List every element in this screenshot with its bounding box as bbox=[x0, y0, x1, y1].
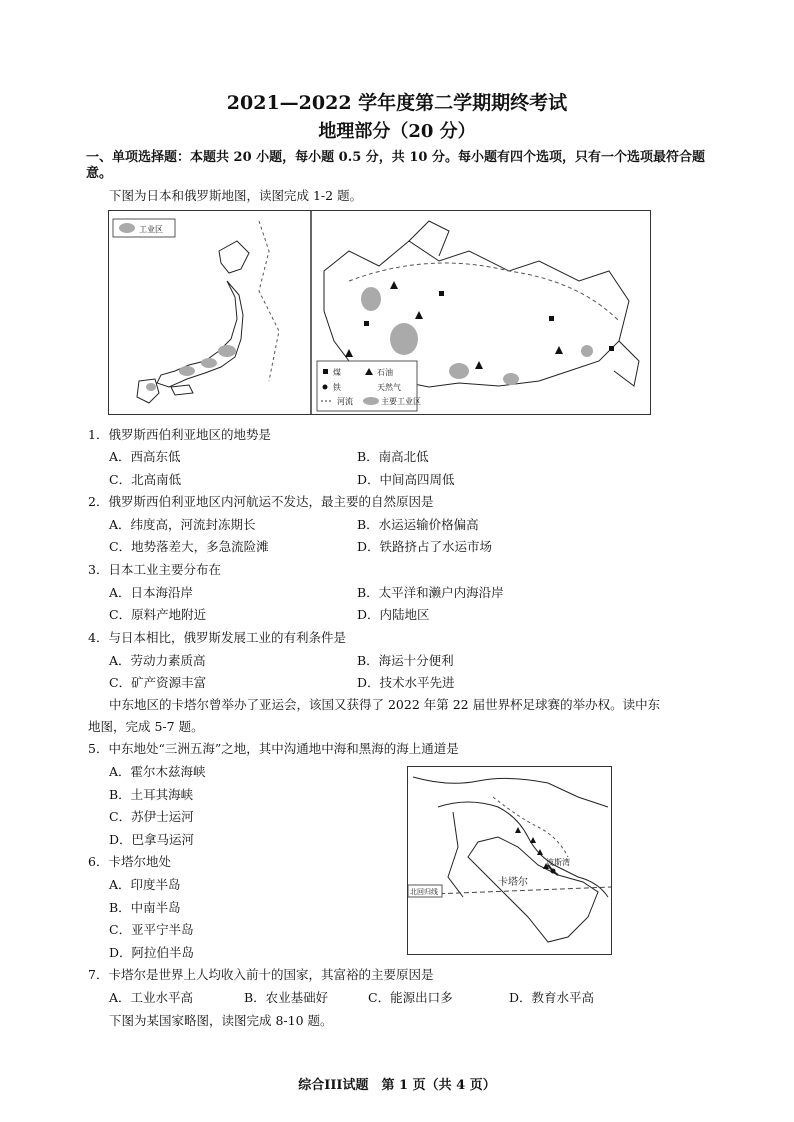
page-footer: 综合III试题 第 1 页（共 4 页） bbox=[298, 1078, 496, 1093]
q2-option-a[interactable]: A．纬度高，河流封冻期长 bbox=[109, 517, 256, 532]
q2-option-c[interactable]: C．地势落差大，多急流险滩 bbox=[109, 539, 269, 554]
q1-option-b[interactable]: B．南高北低 bbox=[357, 449, 429, 464]
q3-option-b[interactable]: B．太平洋和濑户内海沿岸 bbox=[357, 585, 504, 600]
intro-5-7-line2: 地图，完成 5-7 题。 bbox=[88, 719, 204, 734]
q6-stem: 6．卡塔尔地处 bbox=[88, 854, 171, 869]
label-gulf: 波斯湾 bbox=[546, 858, 570, 867]
q4-option-b[interactable]: B．海运十分便利 bbox=[357, 653, 454, 668]
q7-option-a[interactable]: A．工业水平高 bbox=[109, 990, 194, 1005]
intro-8-10: 下图为某国家略图，读图完成 8-10 题。 bbox=[109, 1013, 333, 1028]
q3-option-d[interactable]: D．内陆地区 bbox=[357, 607, 430, 622]
q6-option-b[interactable]: B．中南半岛 bbox=[109, 900, 181, 915]
q6-option-d[interactable]: D．阿拉伯半岛 bbox=[109, 945, 195, 960]
q5-option-c[interactable]: C．苏伊士运河 bbox=[109, 809, 194, 824]
q4-option-a[interactable]: A．劳动力素质高 bbox=[109, 653, 206, 668]
middle-east-drawing bbox=[408, 767, 611, 954]
q4-stem: 4．与日本相比，俄罗斯发展工业的有利条件是 bbox=[88, 630, 346, 645]
q1-option-a[interactable]: A．西高东低 bbox=[109, 449, 181, 464]
legend-coal: 煤 bbox=[333, 368, 341, 377]
q2-option-b[interactable]: B．水运运输价格偏高 bbox=[357, 517, 479, 532]
exam-title: 2021—2022 学年度第二学期期终考试 bbox=[226, 92, 568, 114]
q5-stem: 5．中东地处“三洲五海”之地，其中沟通地中海和黑海的海上通道是 bbox=[88, 741, 459, 756]
q4-option-d[interactable]: D．技术水平先进 bbox=[357, 675, 455, 690]
q1-stem: 1．俄罗斯西伯利亚地区的地势是 bbox=[88, 427, 271, 442]
q5-option-a[interactable]: A．霍尔木兹海峡 bbox=[109, 764, 206, 779]
q3-stem: 3．日本工业主要分布在 bbox=[88, 562, 221, 577]
q3-option-c[interactable]: C．原料产地附近 bbox=[109, 607, 207, 622]
q6-option-c[interactable]: C．亚平宁半岛 bbox=[109, 922, 194, 937]
intro-1-2: 下图为日本和俄罗斯地图，读图完成 1-2 题。 bbox=[109, 188, 363, 203]
q6-option-a[interactable]: A．印度半岛 bbox=[109, 877, 181, 892]
q1-option-d[interactable]: D．中间高四周低 bbox=[357, 472, 455, 487]
exam-subtitle: 地理部分（20 分） bbox=[318, 121, 476, 142]
legend-gas: 天然气 bbox=[377, 383, 401, 392]
q1-option-c[interactable]: C．北高南低 bbox=[109, 472, 182, 487]
q4-option-c[interactable]: C．矿产资源丰富 bbox=[109, 675, 207, 690]
q7-stem: 7．卡塔尔是世界上人均收入前十的国家，其富裕的主要原因是 bbox=[88, 967, 434, 982]
legend-industry: 主要工业区 bbox=[381, 397, 421, 406]
q7-option-b[interactable]: B．农业基础好 bbox=[244, 990, 329, 1005]
legend-river: 河流 bbox=[337, 397, 353, 406]
q5-option-d[interactable]: D．巴拿马运河 bbox=[109, 832, 195, 847]
japan-russia-map bbox=[108, 210, 651, 415]
japan-legend-label: 工业区 bbox=[139, 225, 163, 234]
intro-5-7-line1: 中东地区的卡塔尔曾举办了亚运会，该国又获得了 2022 年第 22 届世界杯足球赛的举办权。读中东 bbox=[109, 697, 661, 712]
q2-option-d[interactable]: D．铁路挤占了水运市场 bbox=[357, 539, 493, 554]
q7-option-d[interactable]: D．教育水平高 bbox=[509, 990, 595, 1005]
q2-stem: 2．俄罗斯西伯利亚地区内河航运不发达，最主要的自然原因是 bbox=[88, 494, 434, 509]
section-heading: 一、单项选择题：本题共 20 小题，每小题 0.5 分，共 10 分。每小题有四个选项，只有一个选项最符合题意。 bbox=[86, 150, 705, 181]
q5-option-b[interactable]: B．土耳其海峡 bbox=[109, 787, 194, 802]
q7-option-c[interactable]: C．能源出口多 bbox=[368, 990, 453, 1005]
legend-iron: 铁 bbox=[333, 383, 341, 392]
label-tropic: 北回归线 bbox=[410, 888, 438, 896]
q3-option-a[interactable]: A．日本海沿岸 bbox=[109, 585, 194, 600]
label-qatar: 卡塔尔 bbox=[498, 877, 528, 888]
legend-oil: 石油 bbox=[377, 368, 393, 377]
middle-east-map bbox=[407, 766, 612, 955]
